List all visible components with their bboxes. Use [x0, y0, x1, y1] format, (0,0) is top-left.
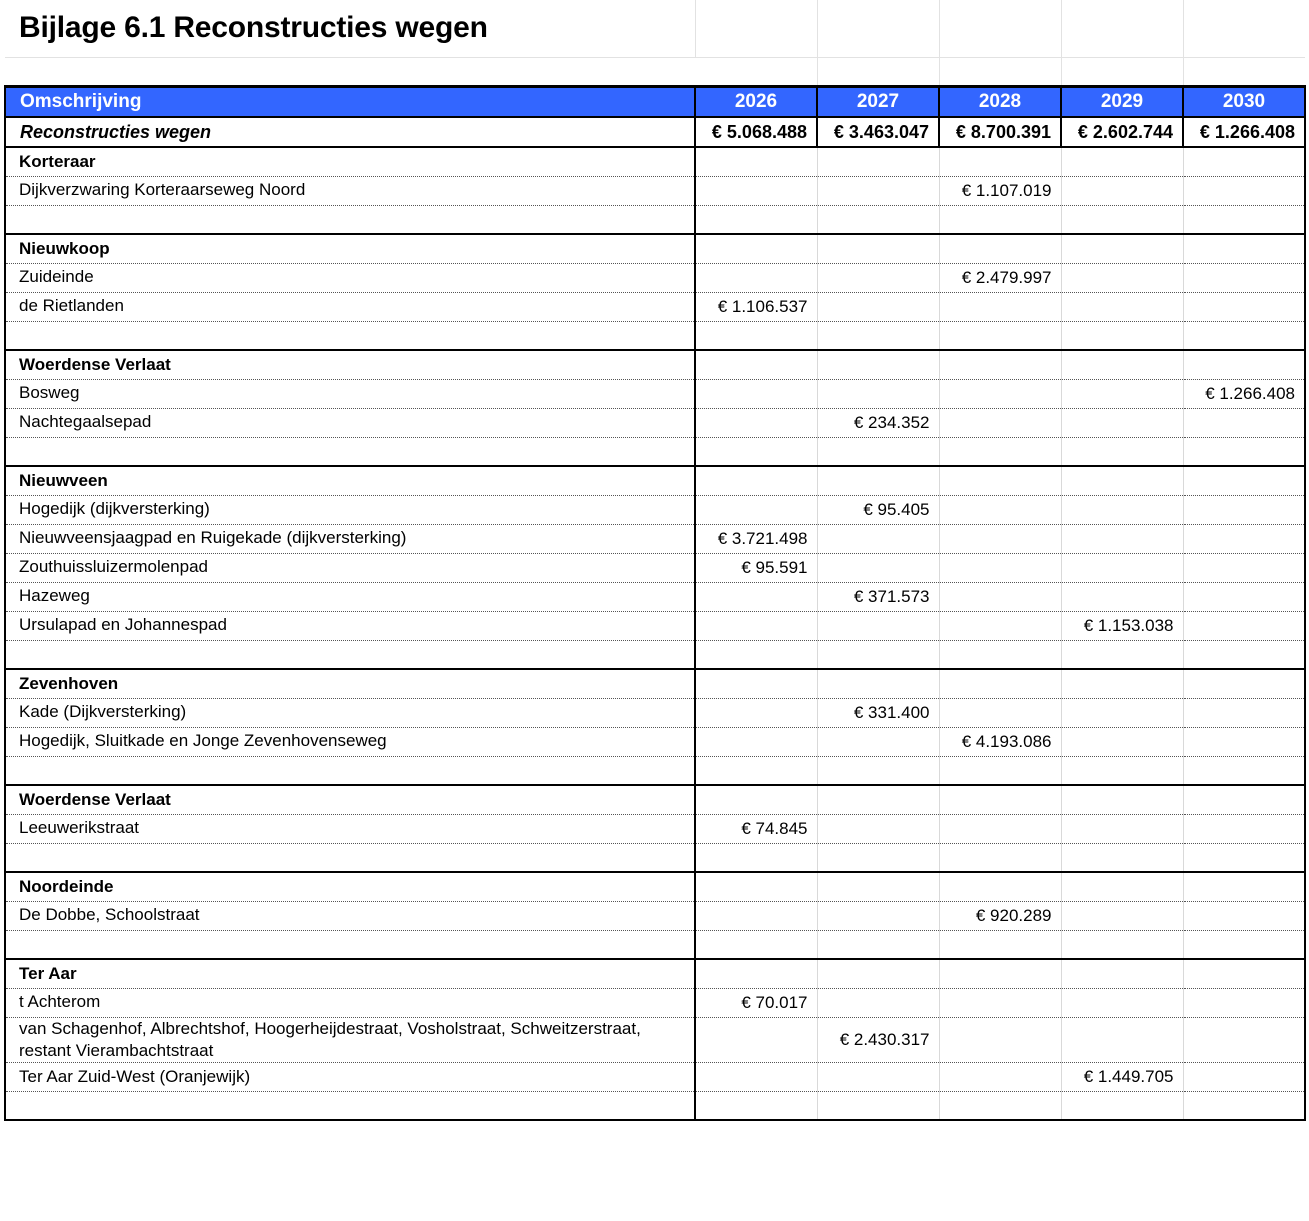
row-value-2029	[1061, 843, 1183, 872]
row-value-2030	[1183, 1017, 1305, 1062]
row-value-2028	[939, 698, 1061, 727]
row-value-2028	[939, 1017, 1061, 1062]
table-row[interactable]	[5, 466, 1305, 495]
row-value-2027: € 331.400	[817, 698, 939, 727]
row-item-label: Dijkverzwaring Korteraarseweg Noord	[5, 176, 695, 205]
table-row[interactable]	[5, 234, 1305, 263]
row-value-2028	[939, 843, 1061, 872]
row-value-2027	[817, 901, 939, 930]
table-row[interactable]	[5, 1091, 1305, 1120]
spacer-row	[5, 57, 1305, 86]
row-value-2030	[1183, 727, 1305, 756]
row-value-2029	[1061, 988, 1183, 1017]
table-row[interactable]	[5, 350, 1305, 379]
row-value-2026	[695, 756, 817, 785]
row-blank-label	[5, 930, 695, 959]
row-value-2026	[695, 901, 817, 930]
row-blank-label	[5, 843, 695, 872]
row-value-2027	[817, 1062, 939, 1091]
totals-row	[5, 117, 1305, 147]
table-row[interactable]	[5, 263, 1305, 292]
row-value-2029	[1061, 495, 1183, 524]
row-value-2027	[817, 524, 939, 553]
row-value-2030	[1183, 263, 1305, 292]
row-value-2029	[1061, 176, 1183, 205]
row-value-2026	[695, 959, 817, 988]
table-row[interactable]	[5, 814, 1305, 843]
column-header-omschrijving[interactable]: Omschrijving	[5, 86, 695, 117]
row-value-2026	[695, 930, 817, 959]
row-item-label: t Achterom	[5, 988, 695, 1017]
column-header-2028[interactable]: 2028	[939, 86, 1061, 117]
row-value-2027	[817, 669, 939, 698]
row-value-2027: € 2.430.317	[817, 1017, 939, 1062]
row-value-2028	[939, 147, 1061, 176]
table-row[interactable]	[5, 698, 1305, 727]
row-value-2029	[1061, 727, 1183, 756]
table-row[interactable]	[5, 176, 1305, 205]
row-value-2027: € 371.573	[817, 582, 939, 611]
totals-value-2028: € 8.700.391	[939, 117, 1061, 147]
row-value-2029	[1061, 292, 1183, 321]
row-value-2030	[1183, 524, 1305, 553]
row-group-label: Woerdense Verlaat	[5, 785, 695, 814]
row-value-2026	[695, 785, 817, 814]
row-value-2030	[1183, 669, 1305, 698]
row-value-2030	[1183, 205, 1305, 234]
row-value-2030	[1183, 1062, 1305, 1091]
row-value-2030	[1183, 930, 1305, 959]
table-row[interactable]	[5, 785, 1305, 814]
row-group-label: Nieuwkoop	[5, 234, 695, 263]
row-value-2028	[939, 582, 1061, 611]
budget-table	[4, 0, 1306, 1121]
table-row[interactable]	[5, 640, 1305, 669]
table-row[interactable]	[5, 147, 1305, 176]
row-value-2030	[1183, 582, 1305, 611]
row-value-2029	[1061, 872, 1183, 901]
row-value-2027	[817, 263, 939, 292]
page-title: Bijlage 6.1 Reconstructies wegen	[5, 0, 695, 57]
row-value-2027	[817, 756, 939, 785]
title-blank-cell	[1061, 0, 1183, 57]
row-value-2026	[695, 611, 817, 640]
totals-value-2026: € 5.068.488	[695, 117, 817, 147]
row-value-2029: € 1.449.705	[1061, 1062, 1183, 1091]
row-value-2027	[817, 292, 939, 321]
row-value-2027	[817, 1091, 939, 1120]
row-value-2027	[817, 350, 939, 379]
row-value-2028	[939, 1091, 1061, 1120]
table-row[interactable]	[5, 756, 1305, 785]
row-value-2026	[695, 1091, 817, 1120]
row-value-2027	[817, 553, 939, 582]
row-value-2028	[939, 437, 1061, 466]
row-value-2028	[939, 756, 1061, 785]
row-value-2026	[695, 379, 817, 408]
row-value-2028	[939, 1062, 1061, 1091]
row-value-2026	[695, 205, 817, 234]
row-value-2029	[1061, 321, 1183, 350]
row-value-2026: € 1.106.537	[695, 292, 817, 321]
row-item-label: Kade (Dijkversterking)	[5, 698, 695, 727]
row-value-2027: € 95.405	[817, 495, 939, 524]
totals-value-2029: € 2.602.744	[1061, 117, 1183, 147]
row-value-2026	[695, 843, 817, 872]
row-blank-label	[5, 205, 695, 234]
column-header-2026[interactable]: 2026	[695, 86, 817, 117]
row-value-2029	[1061, 1017, 1183, 1062]
table-row[interactable]	[5, 959, 1305, 988]
row-value-2030	[1183, 176, 1305, 205]
totals-value-2030: € 1.266.408	[1183, 117, 1305, 147]
row-value-2029	[1061, 669, 1183, 698]
row-value-2028	[939, 321, 1061, 350]
row-value-2030	[1183, 466, 1305, 495]
title-blank-cell	[939, 0, 1061, 57]
row-value-2029	[1061, 379, 1183, 408]
row-value-2027	[817, 205, 939, 234]
row-value-2026	[695, 698, 817, 727]
row-value-2030	[1183, 292, 1305, 321]
table-row[interactable]	[5, 901, 1305, 930]
row-value-2030	[1183, 988, 1305, 1017]
row-value-2030	[1183, 901, 1305, 930]
title-row	[5, 0, 1305, 57]
row-value-2030	[1183, 234, 1305, 263]
row-value-2029	[1061, 408, 1183, 437]
row-value-2026: € 70.017	[695, 988, 817, 1017]
title-blank-cell	[817, 0, 939, 57]
row-value-2028	[939, 930, 1061, 959]
row-value-2030	[1183, 1091, 1305, 1120]
table-row[interactable]	[5, 321, 1305, 350]
row-value-2026	[695, 176, 817, 205]
table-row[interactable]	[5, 205, 1305, 234]
row-item-label: Hogedijk (dijkversterking)	[5, 495, 695, 524]
row-value-2029	[1061, 640, 1183, 669]
spacer-cell	[5, 57, 695, 86]
table-row[interactable]	[5, 582, 1305, 611]
row-value-2028	[939, 495, 1061, 524]
row-value-2027	[817, 843, 939, 872]
row-item-label: Bosweg	[5, 379, 695, 408]
row-group-label: Ter Aar	[5, 959, 695, 988]
row-value-2030	[1183, 437, 1305, 466]
table-row[interactable]	[5, 495, 1305, 524]
table-row[interactable]	[5, 669, 1305, 698]
row-value-2028	[939, 872, 1061, 901]
row-value-2027	[817, 176, 939, 205]
row-value-2028	[939, 669, 1061, 698]
row-value-2027	[817, 611, 939, 640]
row-value-2027	[817, 814, 939, 843]
row-value-2026	[695, 872, 817, 901]
row-value-2029	[1061, 785, 1183, 814]
table-row[interactable]	[5, 1017, 1305, 1062]
row-value-2028	[939, 234, 1061, 263]
row-value-2028	[939, 379, 1061, 408]
table-row[interactable]	[5, 988, 1305, 1017]
row-value-2027	[817, 988, 939, 1017]
row-value-2028	[939, 292, 1061, 321]
row-value-2028	[939, 988, 1061, 1017]
title-blank-cell	[695, 0, 817, 57]
row-value-2026	[695, 408, 817, 437]
row-value-2026: € 95.591	[695, 553, 817, 582]
row-item-label: Zuideinde	[5, 263, 695, 292]
row-value-2027	[817, 379, 939, 408]
row-value-2028	[939, 205, 1061, 234]
row-value-2029	[1061, 582, 1183, 611]
row-value-2029	[1061, 437, 1183, 466]
totals-value-2027: € 3.463.047	[817, 117, 939, 147]
table-header-row	[5, 86, 1305, 117]
row-value-2028	[939, 785, 1061, 814]
row-item-label: Hogedijk, Sluitkade en Jonge Zevenhovenseweg	[5, 727, 695, 756]
table-row[interactable]	[5, 727, 1305, 756]
row-value-2030	[1183, 698, 1305, 727]
column-header-2030[interactable]: 2030	[1183, 86, 1305, 117]
row-value-2026	[695, 437, 817, 466]
column-header-2027[interactable]: 2027	[817, 86, 939, 117]
row-value-2029	[1061, 756, 1183, 785]
row-value-2026	[695, 582, 817, 611]
row-value-2026	[695, 466, 817, 495]
row-group-label: Zevenhoven	[5, 669, 695, 698]
row-value-2030	[1183, 814, 1305, 843]
row-value-2030	[1183, 959, 1305, 988]
row-item-label: Leeuwerikstraat	[5, 814, 695, 843]
row-value-2026	[695, 234, 817, 263]
row-value-2029	[1061, 553, 1183, 582]
row-value-2030	[1183, 350, 1305, 379]
row-value-2026	[695, 1062, 817, 1091]
table-row[interactable]	[5, 524, 1305, 553]
row-group-label: Nieuwveen	[5, 466, 695, 495]
row-value-2029	[1061, 350, 1183, 379]
row-item-label: Ursulapad en Johannespad	[5, 611, 695, 640]
table-row[interactable]	[5, 437, 1305, 466]
row-group-label: Korteraar	[5, 147, 695, 176]
spacer-cell	[817, 57, 939, 86]
row-item-label: Ter Aar Zuid-West (Oranjewijk)	[5, 1062, 695, 1091]
row-item-label: Nieuwveensjaagpad en Ruigekade (dijkversterking)	[5, 524, 695, 553]
table-row[interactable]	[5, 292, 1305, 321]
row-value-2029	[1061, 466, 1183, 495]
row-blank-label	[5, 437, 695, 466]
table-row[interactable]	[5, 553, 1305, 582]
table-row[interactable]	[5, 1062, 1305, 1091]
row-value-2027	[817, 785, 939, 814]
row-value-2030	[1183, 495, 1305, 524]
table-row[interactable]	[5, 611, 1305, 640]
row-value-2030	[1183, 872, 1305, 901]
row-value-2029	[1061, 234, 1183, 263]
row-value-2026	[695, 495, 817, 524]
row-value-2029	[1061, 147, 1183, 176]
row-value-2029	[1061, 263, 1183, 292]
row-item-label: de Rietlanden	[5, 292, 695, 321]
row-value-2028	[939, 408, 1061, 437]
table-row[interactable]	[5, 930, 1305, 959]
row-blank-label	[5, 640, 695, 669]
row-item-label: De Dobbe, Schoolstraat	[5, 901, 695, 930]
row-value-2027	[817, 147, 939, 176]
row-value-2026	[695, 147, 817, 176]
title-blank-cell	[1183, 0, 1305, 57]
row-value-2027	[817, 437, 939, 466]
spacer-cell	[695, 57, 817, 86]
row-value-2026	[695, 263, 817, 292]
row-value-2027: € 234.352	[817, 408, 939, 437]
row-value-2026	[695, 669, 817, 698]
row-value-2030	[1183, 640, 1305, 669]
row-value-2029	[1061, 959, 1183, 988]
row-group-label: Woerdense Verlaat	[5, 350, 695, 379]
row-value-2029	[1061, 1091, 1183, 1120]
row-value-2028	[939, 350, 1061, 379]
row-item-label: Hazeweg	[5, 582, 695, 611]
row-value-2027	[817, 234, 939, 263]
row-value-2029	[1061, 814, 1183, 843]
table-row[interactable]	[5, 872, 1305, 901]
row-value-2030	[1183, 843, 1305, 872]
row-value-2027	[817, 930, 939, 959]
row-value-2028: € 920.289	[939, 901, 1061, 930]
row-value-2029: € 1.153.038	[1061, 611, 1183, 640]
row-blank-label	[5, 756, 695, 785]
row-value-2026	[695, 350, 817, 379]
row-value-2027	[817, 321, 939, 350]
row-item-label: Nachtegaalsepad	[5, 408, 695, 437]
row-value-2030	[1183, 147, 1305, 176]
row-value-2030	[1183, 756, 1305, 785]
row-value-2028: € 4.193.086	[939, 727, 1061, 756]
table-row[interactable]	[5, 408, 1305, 437]
column-header-2029[interactable]: 2029	[1061, 86, 1183, 117]
row-value-2027	[817, 640, 939, 669]
table-row[interactable]	[5, 843, 1305, 872]
row-blank-label	[5, 321, 695, 350]
row-value-2028	[939, 959, 1061, 988]
row-value-2026	[695, 1017, 817, 1062]
row-value-2028: € 2.479.997	[939, 263, 1061, 292]
totals-label: Reconstructies wegen	[5, 117, 695, 147]
row-blank-label	[5, 1091, 695, 1120]
row-value-2026: € 3.721.498	[695, 524, 817, 553]
row-value-2029	[1061, 901, 1183, 930]
row-value-2026	[695, 640, 817, 669]
row-value-2027	[817, 466, 939, 495]
row-value-2026	[695, 321, 817, 350]
row-value-2028	[939, 640, 1061, 669]
row-value-2029	[1061, 205, 1183, 234]
row-value-2027	[817, 872, 939, 901]
row-value-2029	[1061, 698, 1183, 727]
row-value-2026	[695, 727, 817, 756]
row-value-2030	[1183, 321, 1305, 350]
row-value-2027	[817, 959, 939, 988]
row-value-2029	[1061, 930, 1183, 959]
row-group-label: Noordeinde	[5, 872, 695, 901]
row-value-2030	[1183, 553, 1305, 582]
row-value-2026: € 74.845	[695, 814, 817, 843]
row-value-2030	[1183, 408, 1305, 437]
row-value-2030: € 1.266.408	[1183, 379, 1305, 408]
row-value-2028	[939, 524, 1061, 553]
row-value-2028	[939, 553, 1061, 582]
spacer-cell	[1183, 57, 1305, 86]
row-value-2028	[939, 814, 1061, 843]
row-item-label: van Schagenhof, Albrechtshof, Hoogerheijdestraat, Vosholstraat, Schweitzerstraat, restant Vierambachtstraat	[5, 1017, 695, 1062]
row-value-2029	[1061, 524, 1183, 553]
row-value-2030	[1183, 785, 1305, 814]
table-row[interactable]	[5, 379, 1305, 408]
spacer-cell	[1061, 57, 1183, 86]
row-value-2030	[1183, 611, 1305, 640]
spacer-cell	[939, 57, 1061, 86]
row-item-label: Zouthuissluizermolenpad	[5, 553, 695, 582]
row-value-2028	[939, 466, 1061, 495]
row-value-2027	[817, 727, 939, 756]
row-value-2028	[939, 611, 1061, 640]
row-value-2028: € 1.107.019	[939, 176, 1061, 205]
